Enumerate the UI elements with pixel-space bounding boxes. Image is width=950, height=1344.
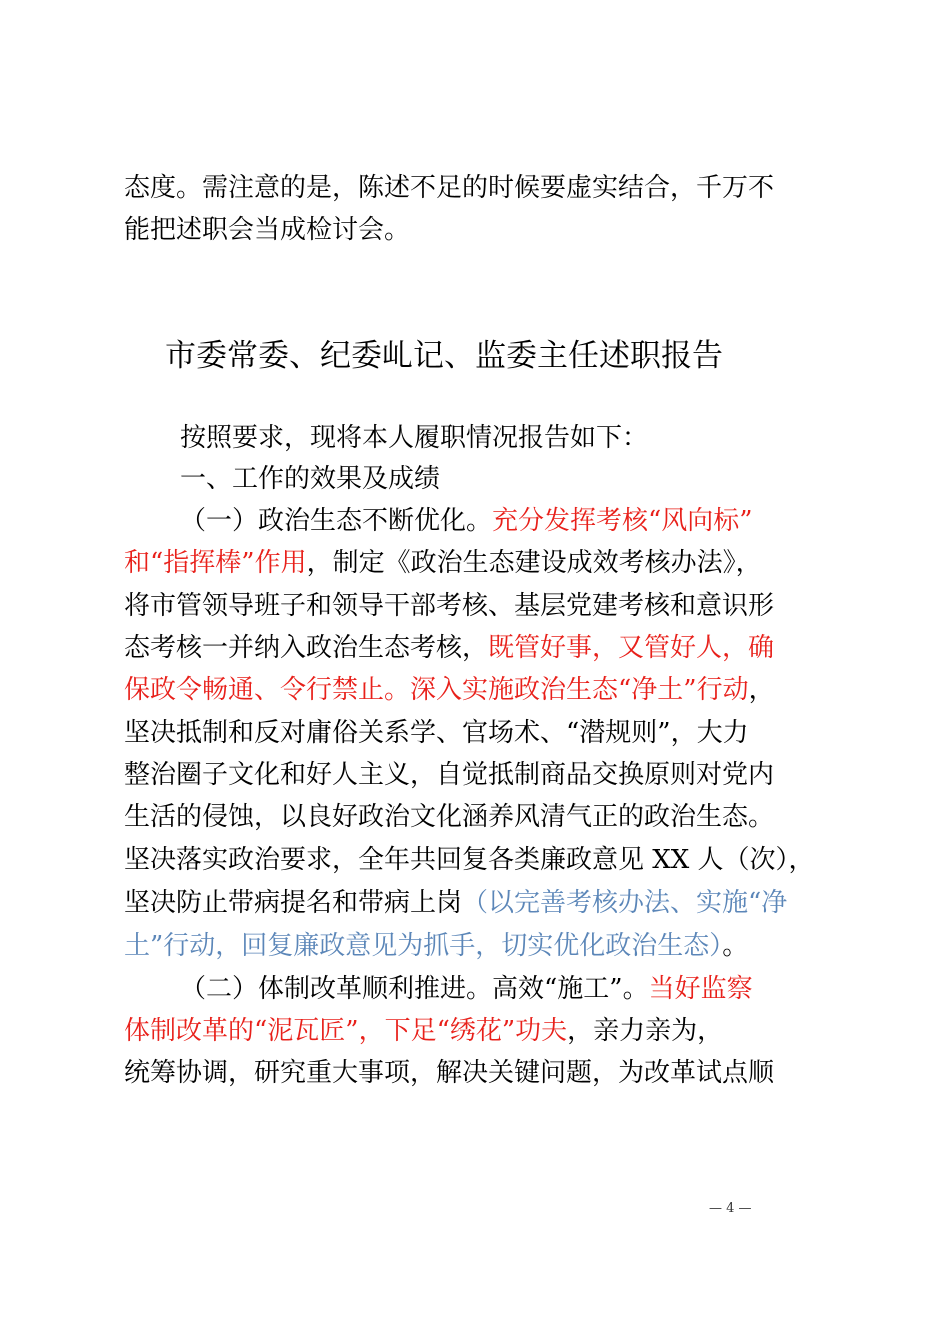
subsection-heading: （二）体制改革顺利推进。高效“施工”。 (180, 974, 649, 1004)
summary-blue: （以完善考核办法、实施“净 (462, 888, 788, 918)
paragraph-line (180, 972, 753, 1006)
paragraph-line (180, 504, 753, 538)
body-text: ，亲力亲为， (567, 1016, 724, 1046)
paragraph-line (124, 546, 762, 580)
paragraph-line (124, 929, 748, 963)
page-number: — 4 — (709, 1201, 752, 1216)
intro-paragraph: 按照要求，现将本人履职情况报告如下： (180, 423, 649, 453)
body-text: 坚决防止带病提名和带病上岗 (124, 888, 463, 918)
paragraph-line: 能把述职会当成检讨会。 (124, 215, 411, 245)
paragraph-line: 态度。需注意的是，陈述不足的时候要虚实结合，千万不 (124, 173, 775, 203)
paragraph-line: 坚决落实政治要求，全年共回复各类廉政意见 XX 人（次）， (124, 845, 815, 875)
body-text: ， (748, 675, 775, 705)
subsection-heading: （一）政治生态不断优化。 (180, 506, 493, 536)
paragraph-line (124, 673, 775, 707)
report-title: 市委常委、纪委乢记、监委主任述职报告 (165, 338, 723, 374)
paragraph-line: 坚决抵制和反对庸俗关系学、官场术、“潜规则”，大力 (124, 718, 749, 748)
highlight-red: 体制改革的“泥瓦匠”，下足“绣花”功夫 (124, 1016, 568, 1046)
paragraph-line (124, 1014, 723, 1048)
highlight-red: 既管好事，又管好人，确 (488, 633, 775, 663)
section-heading: 一、工作的效果及成绩 (180, 464, 441, 494)
highlight-red: 和“指挥棒”作用 (124, 548, 307, 578)
paragraph-line (124, 631, 774, 665)
body-text: 态考核一并纳入政治生态考核， (124, 633, 489, 663)
paragraph-line (124, 886, 787, 920)
highlight-red: 当好监察 (648, 974, 753, 1004)
highlight-red: 充分发挥考核“风向标” (492, 506, 753, 536)
body-text: 。 (722, 931, 749, 961)
body-text: ，制定《政治生态建设成效考核办法》， (306, 548, 762, 578)
summary-blue: 土”行动，回复廉政意见为抓手，切实优化政治生态） (124, 931, 723, 961)
paragraph-line: 生活的侵蚀，以良好政治文化涵养风清气正的政治生态。 (124, 802, 775, 832)
paragraph-line: 整治圈子文化和好人主义，自觉抵制商品交换原则对党内 (124, 760, 775, 790)
highlight-red: 保政令畅通、令行禁止。深入实施政治生态“净土”行动 (124, 675, 749, 705)
paragraph-line: 统筹协调，研究重大事项，解决关键问题，为改革试点顺 (124, 1058, 775, 1088)
paragraph-line: 将市管领导班子和领导干部考核、基层党建考核和意识形 (124, 591, 775, 621)
